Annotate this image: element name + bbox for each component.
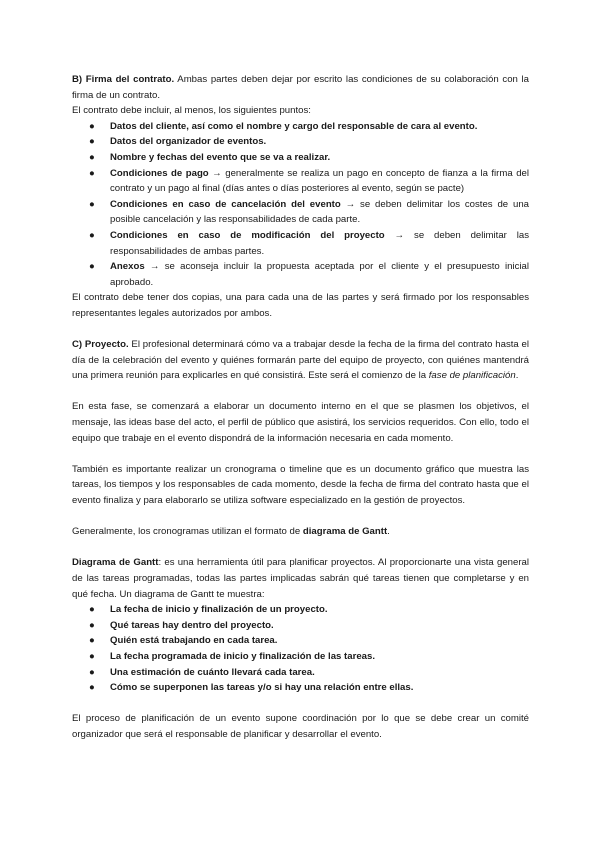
gantt-format-paragraph — [72, 524, 529, 540]
bullet-icon: ● — [89, 650, 95, 662]
bullet-icon: ● — [89, 229, 95, 241]
list-item-bold: Condiciones de pago — [110, 167, 209, 179]
section-c-intro — [72, 337, 529, 384]
spacer — [72, 384, 529, 400]
section-b-intro-text: Ambas partes deben dejar por escrito las condiciones de su colaboración con la firma de un contrato. — [72, 74, 529, 101]
bullet-icon: ● — [89, 120, 95, 132]
gantt-features-list — [72, 602, 529, 696]
list-item-text: → se deben delimitar las responsabilidades de ambas partes. — [110, 229, 529, 257]
list-item — [72, 228, 529, 259]
list-item-bold: Una estimación de cuánto llevará cada tarea. — [110, 666, 315, 678]
bullet-icon: ● — [89, 167, 95, 179]
list-item-text: → se deben delimitar los costes de una posible cancelación y las responsabilidades de cada parte. — [110, 198, 529, 226]
list-item-bold: Quién está trabajando en cada tarea. — [110, 635, 278, 647]
bullet-icon: ● — [89, 136, 95, 148]
spacer — [72, 540, 529, 556]
list-item-bold: Qué tareas hay dentro del proyecto. — [110, 619, 274, 631]
list-item-bold: La fecha de inicio y finalización de un proyecto. — [110, 604, 328, 616]
list-item — [72, 150, 529, 166]
list-item-bold: Nombre y fechas del evento que se va a realizar. — [110, 151, 331, 163]
phase-paragraph: En esta fase, se comenzará a elaborar un documento interno en el que se plasmen los objetivos, el mensaje, las ideas base del acto, el perfil de público que asistirá, los servicios requeridos. Con ello, todo el equipo que trabaje en el evento dispondrá de la información necesaria en cada momento. — [72, 401, 529, 444]
section-c-heading: C) Proyecto. — [72, 339, 129, 351]
bullet-icon: ● — [89, 635, 95, 647]
list-item — [72, 602, 529, 618]
list-item-bold: Anexos — [110, 261, 145, 273]
gantt-text: : es una herramienta útil para planificar proyectos. Al proporcionarte una vista general de las tareas programadas, todas las partes implicadas sabrán qué tareas tienen que completarse y en qué fecha. Un diagrama de Gantt te muestra: — [72, 557, 529, 600]
list-item — [72, 166, 529, 197]
spacer — [72, 322, 529, 338]
section-c-text-end: . — [515, 370, 519, 382]
section-b-intro — [72, 72, 529, 103]
contract-list-intro: El contrato debe incluir, al menos, los siguientes puntos: — [72, 105, 311, 117]
bullet-icon: ● — [89, 666, 95, 678]
spacer — [72, 509, 529, 525]
section-c-text: El profesional determinará cómo va a trabajar desde la fecha de la firma del contrato hasta el día de la celebración del evento y quiénes formarán parte del equipo de proyecto, con quiénes mantendrá una primera reunión para explicarles en qué consistirá. Este será el comienzo de la — [72, 339, 529, 382]
list-item — [72, 649, 529, 665]
list-item-text: → generalmente se realiza un pago en concepto de fianza a la firma del contrato y un pago al final (días antes o días posteriores al evento, según se pacte) — [110, 167, 530, 195]
list-item — [72, 633, 529, 649]
bullet-icon: ● — [89, 198, 95, 210]
list-item-text: → se aconseja incluir la propuesta aceptada por el cliente y el presupuesto inicial aprobado. — [110, 261, 529, 288]
gantt-format-text: Generalmente, los cronogramas utilizan el formato de — [72, 526, 303, 538]
contract-points-list — [72, 119, 529, 291]
planning-phase-term: fase de planificación — [428, 370, 516, 382]
list-item-bold: La fecha programada de inicio y finalización de las tareas. — [110, 650, 375, 662]
planning-closing: El proceso de planificación de un evento supone coordinación por lo que se debe crear un comité organizador que será el responsable de planificar y desarrollar el evento. — [72, 713, 529, 740]
list-item — [72, 197, 529, 228]
list-item — [72, 119, 529, 135]
list-item — [72, 259, 529, 290]
list-item-bold: Datos del organizador de eventos. — [110, 136, 267, 148]
bullet-icon: ● — [89, 151, 95, 163]
gantt-definition — [72, 555, 529, 602]
bullet-icon: ● — [89, 619, 95, 631]
list-item-bold: Condiciones en caso de cancelación del evento — [110, 198, 341, 210]
bullet-icon: ● — [89, 261, 95, 273]
list-item-bold: Cómo se superponen las tareas y/o si hay una relación entre ellas. — [110, 682, 414, 694]
list-item — [72, 665, 529, 681]
contract-closing: El contrato debe tener dos copias, una para cada una de las partes y será firmado por los responsables representantes legales autorizados por ambos. — [72, 292, 529, 319]
bullet-icon: ● — [89, 682, 95, 694]
gantt-heading: Diagrama de Gantt — [72, 557, 159, 569]
timeline-paragraph: También es importante realizar un cronograma o timeline que es un documento gráfico que muestra las tareas, los tiempos y los responsables de cada momento, desde la fecha de firma del contrato hasta que el evento finaliza y para elaborarlo se utiliza software especializado en la gestión de proyectos. — [72, 463, 529, 507]
list-item — [72, 680, 529, 696]
spacer — [72, 696, 529, 712]
list-item-bold: Datos del cliente, así como el nombre y cargo del responsable de cara al evento. — [110, 120, 478, 132]
gantt-format-end: . — [387, 526, 390, 538]
list-item-bold: Condiciones en caso de modificación del proyecto — [110, 229, 385, 241]
gantt-format-bold: diagrama de Gantt — [302, 526, 388, 538]
list-item — [72, 618, 529, 634]
spacer — [72, 446, 529, 462]
bullet-icon: ● — [89, 604, 95, 616]
section-b-heading: B) Firma del contrato. — [72, 74, 175, 85]
list-item — [72, 134, 529, 150]
document-content — [72, 72, 529, 743]
